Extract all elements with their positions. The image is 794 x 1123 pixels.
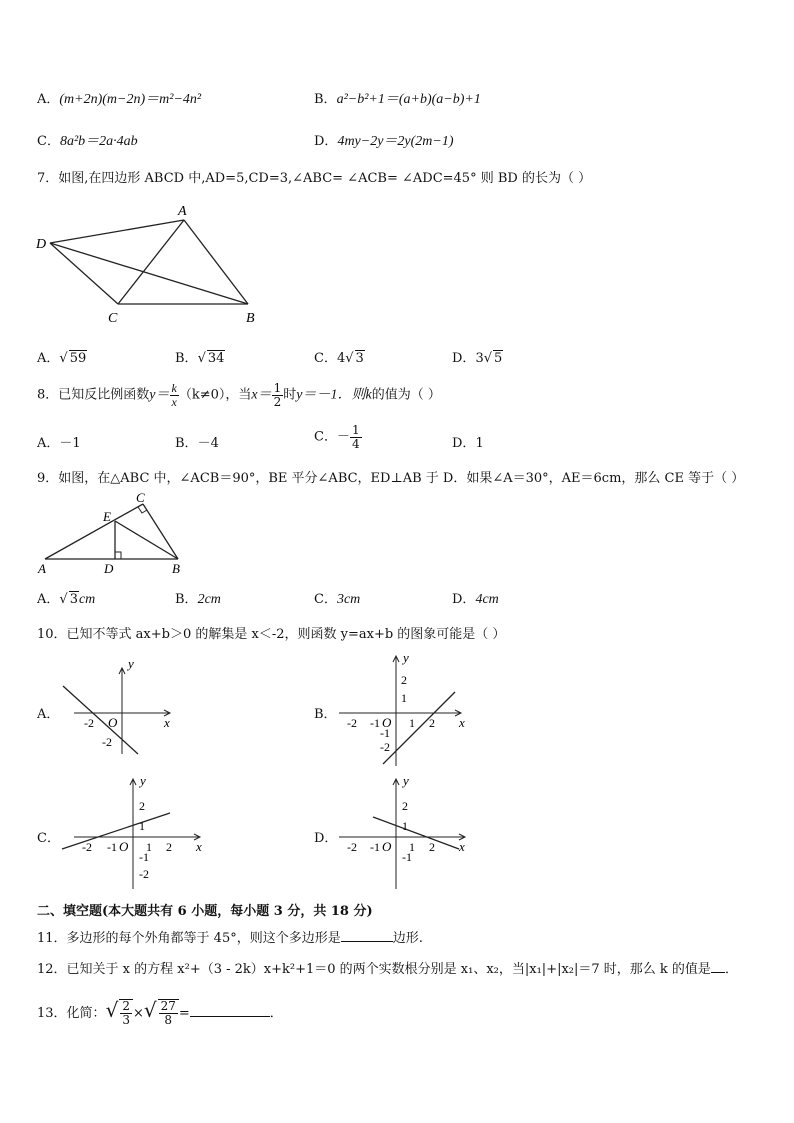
sqrt-radicand xyxy=(158,999,179,1026)
tick-label: 1 xyxy=(409,716,415,730)
question-text: 化简： xyxy=(66,1006,106,1021)
q9-option-d xyxy=(452,588,499,608)
frac-num: 1 xyxy=(351,423,360,437)
tick-label: 2 xyxy=(139,799,145,813)
q10-graph-c xyxy=(60,773,210,891)
vertex-label-b: B xyxy=(172,561,180,576)
vertex-label-e: E xyxy=(103,509,111,524)
option-expr: 8a²b＝2a·4ab xyxy=(59,134,138,149)
tick-label: 1 xyxy=(146,840,152,854)
tick-label: -1 xyxy=(370,716,380,730)
tick-label: -1 xyxy=(370,840,380,854)
option-label: B． xyxy=(314,92,337,107)
equals-sign: = xyxy=(178,1006,190,1021)
q8-option-a xyxy=(37,432,81,451)
tick-label: 2 xyxy=(166,840,172,854)
option-label: B． xyxy=(175,436,198,451)
q12 xyxy=(37,958,738,977)
edge-eb xyxy=(115,521,178,559)
option-value: －4 xyxy=(197,436,219,451)
question-number: 8． xyxy=(37,387,59,403)
fraction-two-thirds xyxy=(120,1000,132,1026)
q9-option-a xyxy=(37,588,95,608)
edge-ab xyxy=(184,220,248,304)
q7-option-a xyxy=(37,347,87,366)
q7-figure xyxy=(30,200,270,330)
q6-option-a xyxy=(37,88,201,108)
q10-graph-b xyxy=(335,650,475,768)
tick-label: -2 xyxy=(82,840,92,854)
option-unit: cm xyxy=(78,592,96,607)
answer-blank[interactable] xyxy=(341,929,393,942)
option-label: A． xyxy=(37,592,60,607)
option-label: A． xyxy=(37,92,60,107)
tick-label: 2 xyxy=(429,840,435,854)
tick-label: -2 xyxy=(139,867,149,881)
option-value: 1 xyxy=(475,436,484,451)
vertex-label-c: C xyxy=(108,311,118,326)
edge-da xyxy=(50,220,184,243)
q8-stem xyxy=(37,382,441,408)
tick-label: 2 xyxy=(402,799,408,813)
sqrt-sign: √ xyxy=(483,351,493,366)
frac-den: 2 xyxy=(273,394,282,409)
question-number: 12． xyxy=(37,962,67,977)
tick-label: -1 xyxy=(139,850,149,864)
tick-label: -2 xyxy=(347,840,357,854)
option-value: 3cm xyxy=(336,592,361,607)
y-axis-label: y xyxy=(128,656,134,671)
option-value: 3 xyxy=(69,592,78,607)
sqrt-sign: √ xyxy=(345,351,354,366)
q7-option-b xyxy=(175,347,225,366)
question-text: 已知不等式 ax+b＞0 的解集是 x＜-2，则函数 y=ax+b 的图象可能是（ ） xyxy=(66,627,506,642)
option-label: C． xyxy=(314,429,337,445)
edge-dc xyxy=(50,243,118,304)
frac-den: 8 xyxy=(164,1013,173,1027)
tick-label: -2 xyxy=(102,735,112,749)
q10-option-b-label: B． xyxy=(314,707,337,722)
option-label: D． xyxy=(452,351,476,366)
math-y-value: y＝－1．则 xyxy=(296,387,366,403)
q9-stem xyxy=(37,467,744,486)
question-text: 已知关于 x 的方程 x²+（3 - 2k）x+k²+1＝0 的两个实数根分别是 x₁、x₂，当|x₁|+|x₂|＝7 时，那么 k 的值是 xyxy=(66,962,711,977)
x-axis-label: x xyxy=(459,839,465,854)
question-text: （k≠0），当 xyxy=(178,387,252,403)
fraction-quarter xyxy=(350,424,362,450)
question-text: 多边形的每个外角都等于 45°，则这个多边形是 xyxy=(66,931,341,946)
tick-label: 1 xyxy=(139,819,145,833)
question-text: 已知反比例函数 xyxy=(58,387,150,403)
option-label: D． xyxy=(452,592,476,607)
q8-option-d xyxy=(452,432,484,451)
q6-option-c xyxy=(37,130,138,150)
option-label: C． xyxy=(314,592,337,607)
q10-graph-a xyxy=(60,656,190,758)
tick-label: -2 xyxy=(347,716,357,730)
question-number: 13． xyxy=(37,1006,67,1021)
frac-num: 1 xyxy=(273,381,282,395)
sqrt-sign: √ xyxy=(143,998,157,1022)
frac-num: 2 xyxy=(122,999,130,1014)
function-line xyxy=(383,692,455,764)
fraction-27-over-8 xyxy=(159,1000,178,1026)
option-value: 5 xyxy=(494,351,503,366)
q9-figure xyxy=(30,490,200,580)
q10-graph-d xyxy=(335,773,475,891)
q6-option-b xyxy=(314,88,481,108)
q8-option-c xyxy=(314,424,362,450)
question-text: 的值为（ ） xyxy=(371,387,441,403)
frac-den: 3 xyxy=(122,1013,130,1027)
frac-num: 27 xyxy=(160,999,176,1014)
y-axis-label: y xyxy=(403,773,409,788)
option-label: D． xyxy=(452,436,476,451)
math-x: x＝ xyxy=(251,387,272,403)
edge-db xyxy=(50,243,248,304)
tick-label: 1 xyxy=(402,819,408,833)
times-sign: × xyxy=(132,1006,144,1021)
vertex-label-d: D xyxy=(104,561,114,576)
option-label: C． xyxy=(37,134,60,149)
origin-label: O xyxy=(108,715,118,730)
option-sign: － xyxy=(336,429,350,445)
option-label: D． xyxy=(314,134,338,149)
right-angle-d xyxy=(115,552,121,559)
tick-label: 2 xyxy=(401,673,407,687)
question-number: 10． xyxy=(37,627,67,642)
x-axis-label: x xyxy=(164,715,170,730)
q9-option-b xyxy=(175,588,221,608)
q11 xyxy=(37,927,423,946)
option-label: B． xyxy=(175,592,198,607)
q9-option-c xyxy=(314,588,360,608)
section-title: 二、填空题(本大题共有 6 小题，每小题 3 分，共 18 分) xyxy=(37,904,373,919)
sqrt-sign: √ xyxy=(197,351,206,366)
question-text: 如图，在△ABC 中，∠ACB＝90°，BE 平分∠ABC，ED⊥AB 于 D．如果∠A＝30°，AE＝6cm，那么 CE 等于（ ） xyxy=(58,471,745,486)
vertex-label-c: C xyxy=(136,490,145,505)
question-text: ． xyxy=(724,962,738,977)
q10-option-d-label: D． xyxy=(314,831,338,846)
option-expr: (m+2n)(m−2n)＝m²−4n² xyxy=(59,92,202,107)
option-coef: 3 xyxy=(475,351,484,366)
q7-option-d xyxy=(452,347,503,366)
origin-label: O xyxy=(119,839,129,854)
sqrt-sign: √ xyxy=(105,998,119,1022)
question-number: 11． xyxy=(37,931,67,946)
frac-num: k xyxy=(171,381,177,395)
option-value: －1 xyxy=(59,436,81,451)
option-value: 59 xyxy=(69,351,87,366)
edge-ac xyxy=(45,504,143,559)
option-coef: 4 xyxy=(336,351,346,366)
option-label: B． xyxy=(175,351,198,366)
option-value: 34 xyxy=(207,351,225,366)
tick-label: -1 xyxy=(380,726,390,740)
math-k: k xyxy=(365,387,372,403)
tick-label: -1 xyxy=(402,850,412,864)
answer-blank[interactable] xyxy=(711,960,725,973)
vertex-label-b: B xyxy=(246,311,255,326)
tick-label: -1 xyxy=(107,840,117,854)
q10-option-a-label: A． xyxy=(37,707,60,722)
x-axis-label: x xyxy=(196,839,202,854)
question-text: 边形. xyxy=(392,931,423,946)
q6-option-d xyxy=(314,130,454,150)
option-expr: a²−b²+1＝(a+b)(a−b)+1 xyxy=(336,92,481,107)
option-label: C． xyxy=(314,351,337,366)
tick-label: -2 xyxy=(84,716,94,730)
option-value: 2cm xyxy=(197,592,221,607)
sqrt-sign: √ xyxy=(59,592,68,607)
vertex-label-a: A xyxy=(178,204,187,219)
question-text: ． xyxy=(269,1006,283,1021)
q7-stem xyxy=(37,167,591,186)
x-axis-label: x xyxy=(459,715,465,730)
option-value: 4cm xyxy=(475,592,499,607)
tick-label: 2 xyxy=(429,716,435,730)
tick-label: 1 xyxy=(409,840,415,854)
y-axis-label: y xyxy=(140,773,146,788)
math-y: y＝ xyxy=(149,387,170,403)
origin-label: O xyxy=(382,715,392,730)
vertex-label-d: D xyxy=(36,237,47,252)
question-number: 9． xyxy=(37,471,59,486)
sqrt-sign: √ xyxy=(59,351,68,366)
sqrt-radicand xyxy=(119,999,133,1026)
option-label: A． xyxy=(37,351,60,366)
q13 xyxy=(37,998,283,1027)
function-line xyxy=(63,686,138,754)
q10-stem xyxy=(37,623,505,642)
q10-option-c-label: C． xyxy=(37,831,60,846)
origin-label: O xyxy=(382,839,392,854)
question-number: 7． xyxy=(37,171,59,186)
edge-ac xyxy=(118,220,184,304)
tick-label: 1 xyxy=(401,691,407,705)
q8-option-b xyxy=(175,432,219,451)
fraction-k-over-x xyxy=(170,382,179,408)
question-text: 如图,在四边形 ABCD 中,AD=5,CD=3,∠ABC= ∠ACB= ∠ADC=45° 则 BD 的长为（ ） xyxy=(58,171,592,186)
y-axis-label: y xyxy=(403,650,409,665)
q7-option-c xyxy=(314,347,365,366)
tick-label: -2 xyxy=(380,740,390,754)
frac-den: 4 xyxy=(351,436,360,451)
fraction-half xyxy=(272,382,284,408)
vertex-label-a: A xyxy=(38,561,46,576)
frac-den: x xyxy=(171,394,177,409)
question-text: 时 xyxy=(283,387,297,403)
option-label: A． xyxy=(37,436,60,451)
option-value: 3 xyxy=(355,351,364,366)
edge-cb xyxy=(143,504,178,559)
option-expr: 4my−2y＝2y(2m−1) xyxy=(337,134,454,149)
answer-blank[interactable] xyxy=(190,1004,270,1017)
